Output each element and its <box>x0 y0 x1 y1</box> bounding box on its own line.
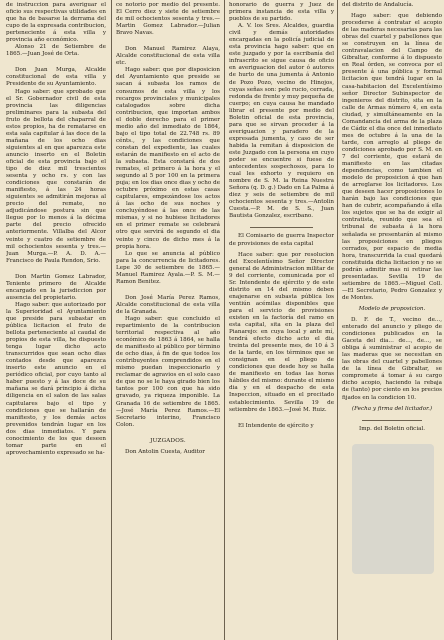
block-gap <box>116 37 220 46</box>
text-paragraph: Don Martin Gomez Labrador, Teniente primero de Alcalde encargado en la jurisdiccion por ausencia del propietario. <box>6 273 106 301</box>
section-heading: JUZGADOS. <box>150 437 186 444</box>
block-gap <box>229 414 334 423</box>
section-divider <box>362 420 422 421</box>
text-paragraph: Hace saber: que por resolucion del Excelentísimo Señor Director general de Administracion militar de 9 del corriente, comunicada por el Sr. Intendente de ejército y de este distrito en 14 del mismo deben enajenarse en subasta pública los ventiún acémilas disponibles que para el servicio de provisiones existen en la factoría del ramo en esta capital, sita en la plaza del Pianarejo: en cuya local y ante mí, tendrá efecto dicho acto el dia treinta del presente mes, de 10 á 3 de la tarde, en los términos que se consignan en el pliego de condiciones que desde hoy se halla de manifiesto en todas las horas hábiles del mismo: durante el mismo dia y en el despacho de esta Inspeccion, situado en el precitado establecimiento. Sevilla 19 de setiembre de 1863.—José M. Ruiz. <box>229 251 334 413</box>
text-paragraph: de instruccion para averiguar el oficio sus respectivas utilidades en que ha de basarse la derrama del cupo de la expresada contribucion, perteneciente á esta villa y provincia año económico. <box>6 2 106 44</box>
column-rule <box>224 0 225 640</box>
text-paragraph: A. V. los Sres. Alcaldes, guardia civil y demás autoridades encargadas en la policía judicial de esta provincia hago saber: que en este juzgado y por la escribanía del infrascrito se sigue causa de oficio en averiguacion del autor ó autores de hurto de una jumenta á Antonio de Pozo Pozo, vecino de Hinojos, cuyas señas son: pelo rucio, cerrada, redonda de frente y muy pequeña de cuerpo; en cuya causa he mandado librar el presente por medio del Boletin oficial de esta provincia, para que se sirvan proceder á la averiguacion y paradero de la expresada jumenta, y caso de ser habida la remitan á disposicion de este Juzgado con la persona en cuyo poder se encuentre si fuese de antecedentes sospechosos, para lo cual les exhorto y requiero en nombre de S. M. la Reina Nuestra Señora (q. D. g.) Dado en La Palma á diez y seis de setiembre de mil ochocientos sesenta y tres.—Antolin Cuesta.—P. M. de S. S., Juan Bautista Gonzalez, escribano. <box>229 23 334 220</box>
text-paragraph: Don Juan Murga, Alcalde constitucional de esta villa y Presidente de su Ayuntamiento. <box>6 67 106 88</box>
column-rule <box>337 0 338 640</box>
column-2 <box>116 0 220 640</box>
column-3 <box>229 0 334 640</box>
block-gap <box>6 58 106 67</box>
text-paragraph: Hago saber: que debiendo procederse á contratar el acopio de las maderas necesarias para las obras del cuartel y pabellones que se construyen en la línea de contravalacion del Campo de Gibraltar, conforme á lo dispuesto en Real órden, se convoca por el presente á una pública y formal licitacion que tendrá lugar en la casa-habitacion del Excelentísimo señor Director Subinspector de ingenieros del distrito, sita en la calle de Armas número 4, en esta ciudad, y simultáneamente en la Comandancia del arma de la plaza de Cádiz el dia once del inmediato mes de octubre á la una de la tarde, con arreglo al pliego de condiciones aprobado por S. M. en 7 del corriente, que estará de manifiesto en las citadas dependencias, como tambien el modelo de proposicion á que han de arreglarse los licitadores. Los que deseen hacer proposiciones lo harán bajo las condiciones que han de cubrir, acompañando á ella los sujetos que se ha de exigir al contratista, reunido que sea el tribunal de subasta á la hora señalada se presentarán al mismo las proposiciones en pliegos cerrados, por espacio de media hora, transcurrida la cual quedará constituida dicha licitacion y no se podrán admitir mas ni retirar las presentadas. Sevilla 19 de setiembre de 1865.—Miguel Coll.—El Secretario, Pedro Gonzalez y de Montes. <box>342 13 442 301</box>
section-heading: Imp. del Boletin oficial. <box>358 425 426 432</box>
text-paragraph: Hago saber: que concluido el repartimiento de la contribucion territorial respectiva al año económico de 1863 á 1864, se halla de manifiesto al público por término de ocho dias, á fin de que todos los contribuyentes comprendidos en el mismo puedan inspeccionarlo y reclamar de agravios en el solo caso de que no se le haya girado bien los tantos por 100 con que ha sido gravado, ya riqueza imponible. La Granada 16 de setiembre de 1865.—José María Perez Ramos.—El Secretario interino, Francisco Colon. <box>116 315 220 428</box>
text-paragraph: Don José María Perez Ramos, Alcalde constitucional de esta villa de la Granada. <box>116 294 220 315</box>
text-paragraph: Hago saber: que autorizado por la Superioridad el Ayuntamiento que preside para subastar en pública licitacion el fruto de bellota perteneciente al caudal de propios de esta villa, he dispuesto tenga lugar dicho acto transcurridos que sean ocho dias contados desde que aparezca inserto este anuncio en el periódico oficial, por cuyo tanto al haber puesto y á las doce de su mañana se dará principio á dicha diligencia en el salon de las salas capitulares bajo el tipo y condiciones que se hallarán de manifiesto, y los demás actos prevenidos tendrán lugar en los dos dias inmediatos. Y para conocimiento de los que deseen tomar parte en el aprovechamiento expresado se ha- <box>6 301 106 456</box>
text-paragraph: Don Antolin Cuesta, Auditor <box>125 448 205 455</box>
column-4 <box>342 0 442 640</box>
section-heading: (Fecha y firma del licitador.) <box>351 405 433 412</box>
text-paragraph: honorario de guerra y Juez de primera instancia de esta villa y pueblos de su partido. <box>229 2 334 23</box>
text-paragraph: Hago saber: que por disposicion del Ayuntamiento que preside se sacan á subasta los ramos de consumos de esta villa y los recargos provinciales y municipales catalogados sobre dicha contribucion, que importan ambos el doble derecho para el primer medio año del inmediato de 1864, bajo el tipo total de 22.748 rs. 89 cénts., y las condiciones que constan del expediente, las cuales estarán de manifiesto en el acto de la subasta. Esta constará de dos remates, el primero á la hora y el segundo al 5 por 100 en la primera puja; en los dias once dias y ocho de octubre próximo en estas casas capitulares, empezándose los actos á las ocho de sus noches y concluyéndose á las once de las mismas, y si no hubiese licitadores en el primer remate se celebrará otro que servirá de segundo el dia veinte y cinco de dicho mes á la propia hora. <box>116 67 220 250</box>
text-paragraph: ce notorio por medio del presente. El Cerro diez y siete de setiembre de mil ochocientos sesenta y tres.—Martin Gomez Labrador.—Julian Bravo Navas. <box>116 2 220 37</box>
text-paragraph: El Comisario de guerra Inspector de provisiones de esta capital <box>229 233 334 247</box>
text-paragraph: D. F. de T., vecino de..., enterado del anuncio y pliego de condiciones publicados en la Gaceta del dia... de..., de..., se obliga á suministrar el acopio de las maderas que se necesitan en las obras del cuartel y pabellones de la línea de Gibraltar, se compromete á tomar á su cargo dicho acopio, haciendo la rebaja de (tanto) por ciento en los precios fijados en la condicion 10. <box>342 317 442 401</box>
section-divider <box>250 227 313 228</box>
column-rule <box>111 0 112 640</box>
text-paragraph: Hago saber: que sprobado que el Sr. Gobernador civil de esta provincia las diligencias preliminares para la subasta del fruto de bellota del chaparral de estos propios, ha de rematarse en esta sala capitular á las doce de la mañana de los ocho dias siguientes al en que aparezca este anuncio inserto en el Boletin oficial de esta provincia bajo el tipo de diez mil trescientos sesenta y ocho rs. y con las condiciones que constarán de manifiesto, á las 24 horas siguientes se admitirán mejoras al precio del remate, no adjudicándose postura sin que llegue por lo menos á la décima parte del precio ofrecido anteriormente. Villalba del Alcor veinte y cuatro de setiembre de mil ochocientos sesenta y tres.—Juan Murga.—P. A. D. A.—Francisco de Paula Rendon, Srio. <box>6 88 106 264</box>
text-paragraph: Alonso 21 de Setiembre de 1865.—Juan José de Orta. <box>6 44 106 58</box>
text-paragraph: del distrito de Andalucía. <box>342 2 414 8</box>
block-gap <box>116 429 220 438</box>
text-paragraph: Don Manuel Ramirez Alaya, Alcalde constitucional de esta villa etc. <box>116 46 220 67</box>
text-paragraph: El Intendente de ejército y <box>238 422 314 429</box>
text-paragraph: Lo que se anuncia al público para la concurrencia de licitadores. Lepe 30 de setiembre de 1865.—Manuel Ramirez Ayala.—P. S. M.—Ramon Benitez. <box>116 250 220 285</box>
column-1 <box>6 0 106 640</box>
section-heading: Modelo de proposicion. <box>358 305 426 312</box>
block-gap <box>116 286 220 295</box>
block-gap <box>6 265 106 274</box>
